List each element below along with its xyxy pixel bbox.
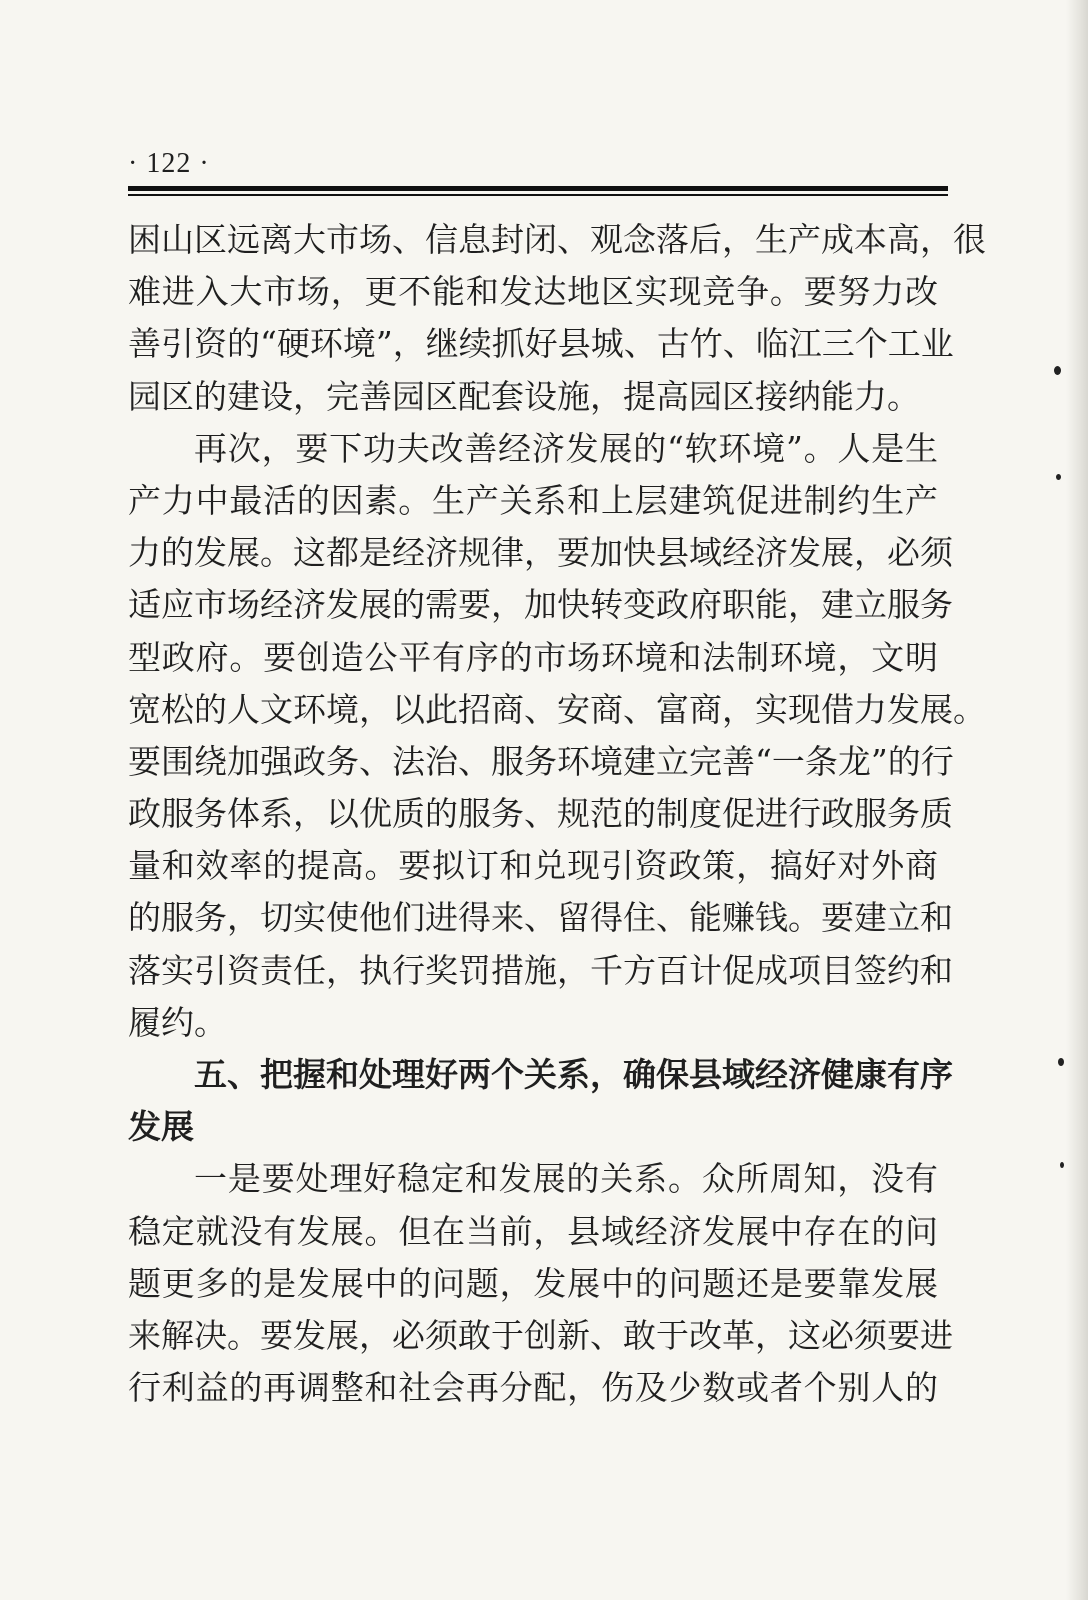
body-line: 稳定就没有发展。但在当前，县域经济发展中存在的问 — [128, 1211, 938, 1251]
paragraph-start-line: 一是要处理好稳定和发展的关系。众所周知，没有 — [194, 1159, 938, 1199]
body-line: 题更多的是发展中的问题，发展中的问题还是要靠发展 — [128, 1263, 938, 1303]
page-edge-shadow — [1066, 0, 1088, 1600]
body-line: 善引资的“硬环境”，继续抓好县城、古竹、临江三个工业 — [128, 324, 954, 364]
scan-speck — [1054, 366, 1061, 375]
scan-speck — [1060, 1162, 1064, 1168]
body-line: 政服务体系，以优质的服务、规范的制度促进行政服务质 — [128, 794, 953, 834]
section-heading: 五、把握和处理好两个关系，确保县域经济健康有序 — [194, 1055, 953, 1094]
body-line: 量和效率的提高。要拟订和兑现引资政策，搞好对外商 — [128, 846, 938, 886]
body-line: 的服务，切实使他们进得来、留得住、能赚钱。要建立和 — [128, 898, 953, 938]
running-header — [128, 140, 948, 200]
body-line: 难进入大市场，更不能和发达地区实现竞争。要努力改 — [128, 272, 938, 312]
body-line: 产力中最活的因素。生产关系和上层建筑促进制约生产 — [128, 480, 938, 520]
body-line: 力的发展。这都是经济规律，要加快县域经济发展，必须 — [128, 533, 953, 573]
body-line: 宽松的人文环境，以此招商、安商、富商，实现借力发展。 — [128, 689, 986, 729]
body-line: 要围绕加强政务、法治、服务环境建立完善“一条龙”的行 — [128, 741, 954, 781]
body-text — [128, 214, 986, 1414]
body-line: 履约。 — [128, 1002, 227, 1042]
body-line: 困山区远离大市场、信息封闭、观念落后，生产成本高，很 — [128, 220, 986, 259]
paragraph-start-line: 再次，要下功夫改善经济发展的“软环境”。人是生 — [194, 428, 938, 468]
body-line: 行利益的再调整和社会再分配，伤及少数或者个别人的 — [128, 1368, 938, 1408]
body-line: 型政府。要创造公平有序的市场环境和法制环境，文明 — [128, 637, 938, 677]
scan-speck — [1056, 474, 1061, 480]
page-number: · 122 · — [128, 148, 210, 179]
header-rule-thick — [128, 186, 948, 191]
body-line: 园区的建设，完善园区配套设施，提高园区接纳能力。 — [128, 376, 920, 416]
header-rule-thin — [128, 194, 948, 196]
section-heading-continued: 发展 — [128, 1107, 194, 1147]
body-line: 来解决。要发展，必须敢于创新、敢于改革，这必须要进 — [128, 1315, 953, 1355]
body-line: 落实引资责任，执行奖罚措施，千方百计促成项目签约和 — [128, 950, 953, 990]
scan-speck — [1058, 1058, 1064, 1066]
body-line: 适应市场经济发展的需要，加快转变政府职能，建立服务 — [128, 585, 953, 625]
